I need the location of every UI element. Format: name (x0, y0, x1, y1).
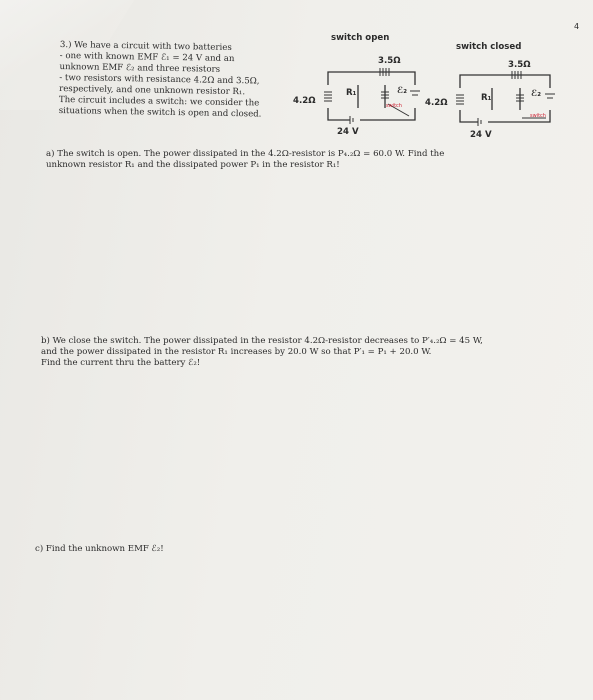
closed-title: switch closed (456, 42, 522, 52)
open-r1: R₁ (346, 88, 357, 98)
problem-line: - one with known EMF ℰ₁ = 24 V and an (59, 50, 235, 65)
problem-line: 3.) We have a circuit with two batteries (59, 40, 232, 53)
problem-line: respectively, and one unknown resistor R₁. (59, 83, 246, 98)
part-a-line-2: unknown resistor R₁ and the dissipated power P₁ in the resistor R₁! (46, 160, 340, 170)
problem-line: - two resistors with resistance 4.2Ω and 3.5Ω, (59, 72, 260, 87)
open-e2: ℰ₂ (397, 86, 408, 96)
open-switch-label: switch (386, 103, 402, 109)
closed-r-left: 4.2Ω (425, 98, 448, 108)
part-b-line-1: b) We close the switch. The power dissipated in the resistor 4.2Ω-resistor decreases to P′₄.₂Ω = 45 W, (41, 336, 483, 346)
closed-battery: 24 V (470, 130, 492, 140)
part-b-line-3: Find the current thru the battery ℰ₂! (41, 358, 201, 368)
closed-r-top: 3.5Ω (508, 60, 531, 70)
problem-line: situations when the switch is open and closed. (58, 105, 262, 120)
part-c-line-1: c) Find the unknown EMF ℰ₂! (35, 544, 164, 554)
part-b-line-2: and the power dissipated in the resistor R₁ increases by 20.0 W so that P′₁ = P₁ + 20.0 W. (41, 347, 432, 357)
part-a-line-1: a) The switch is open. The power dissipated in the 4.2Ω-resistor is P₄.₂Ω = 60.0 W. Find the (46, 149, 445, 159)
problem-line: The circuit includes a switch: we consider the (58, 94, 260, 109)
open-r-left: 4.2Ω (293, 96, 316, 106)
open-title: switch open (331, 33, 390, 43)
problem-line: unknown EMF ℰ₂ and three resistors (59, 61, 221, 75)
closed-r1: R₁ (481, 93, 492, 103)
circuit-diagrams (0, 0, 593, 160)
open-r-top: 3.5Ω (378, 56, 401, 66)
open-battery: 24 V (337, 127, 359, 137)
closed-switch-label: switch (530, 113, 546, 119)
page-number: 4 (574, 22, 580, 31)
closed-e2: ℰ₂ (531, 89, 542, 99)
